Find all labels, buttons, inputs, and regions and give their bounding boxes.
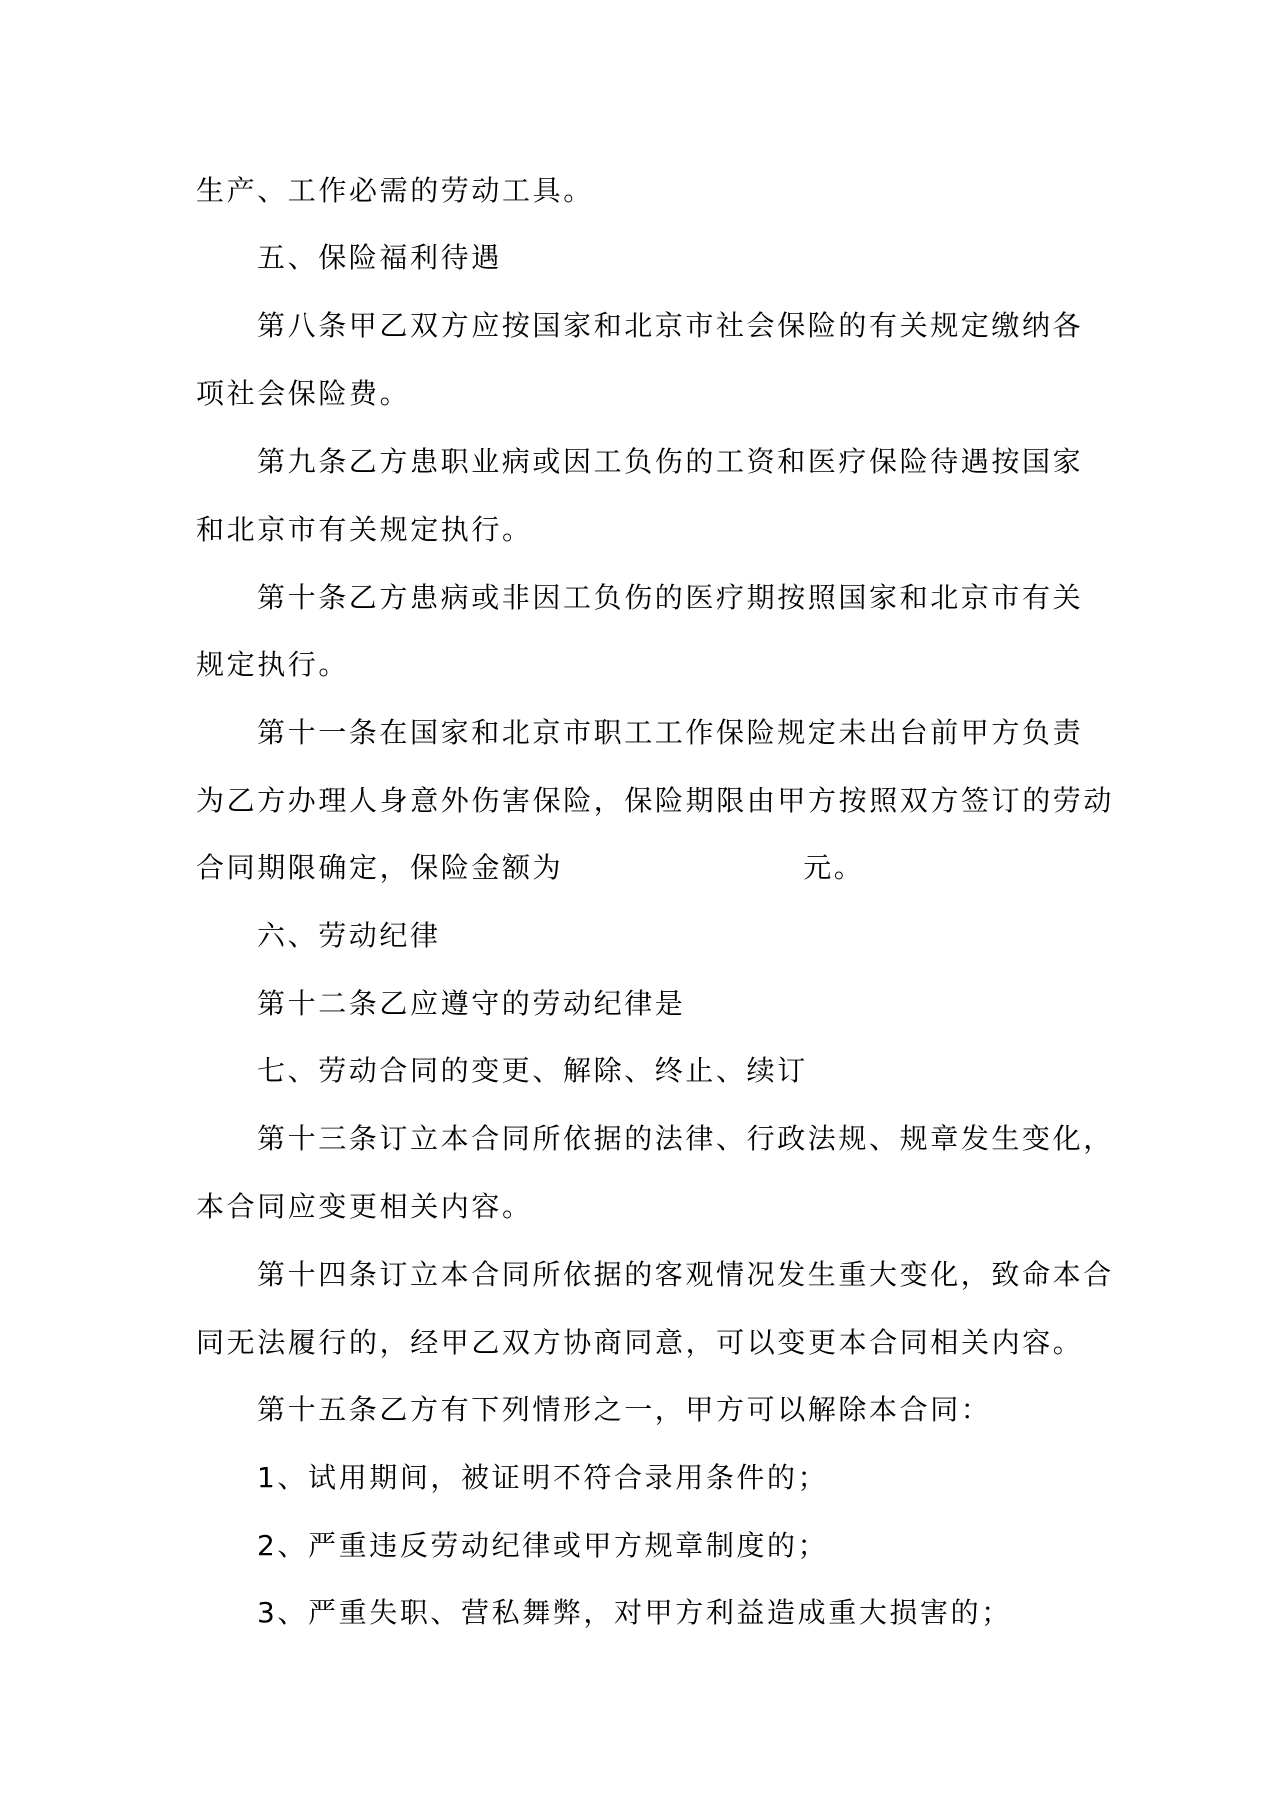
text-line: 为乙方办理人身意外伤害保险，保险期限由甲方按照双方签订的劳动: [196, 784, 1115, 817]
text-line: 第十四条订立本合同所依据的客观情况发生重大变化，致命本合: [257, 1258, 1114, 1291]
text-line: 本合同应变更相关内容。: [196, 1190, 533, 1223]
text-line: 第十三条订立本合同所依据的法律、行政法规、规章发生变化，: [257, 1122, 1114, 1155]
list-item: 1、试用期间，被证明不符合录用条件的；: [257, 1461, 829, 1494]
text-line: 生产、工作必需的劳动工具。: [196, 174, 594, 207]
text-line: 项社会保险费。: [196, 377, 411, 410]
text-line: 第十一条在国家和北京市职工工作保险规定未出台前甲方负责: [257, 716, 1084, 749]
text-line: 规定执行。: [196, 648, 350, 681]
text-line: 和北京市有关规定执行。: [196, 513, 533, 546]
text-segment: 合同期限确定，保险金额为: [196, 851, 564, 884]
text-line: 第九条乙方患职业病或因工负伤的工资和医疗保险待遇按国家: [257, 445, 1084, 478]
text-line: 第十二条乙应遵守的劳动纪律是: [257, 987, 686, 1020]
text-line: 第八条甲乙双方应按国家和北京市社会保险的有关规定缴纳各: [257, 309, 1084, 342]
blank-field: [563, 876, 803, 877]
list-item: 3、严重失职、营私舞弊，对甲方利益造成重大损害的；: [257, 1596, 1012, 1629]
section-heading: 七、劳动合同的变更、解除、终止、续订: [257, 1054, 808, 1087]
text-line: 第十五条乙方有下列情形之一，甲方可以解除本合同：: [257, 1393, 992, 1426]
text-line: 同无法履行的，经甲乙双方协商同意，可以变更本合同相关内容。: [196, 1326, 1084, 1359]
text-segment: 元。: [803, 851, 865, 884]
section-heading: 五、保险福利待遇: [257, 241, 502, 274]
text-line: 第十条乙方患病或非因工负伤的医疗期按照国家和北京市有关: [257, 581, 1084, 614]
list-item: 2、严重违反劳动纪律或甲方规章制度的；: [257, 1529, 829, 1562]
text-line: [196, 843, 1096, 893]
section-heading: 六、劳动纪律: [257, 919, 441, 952]
